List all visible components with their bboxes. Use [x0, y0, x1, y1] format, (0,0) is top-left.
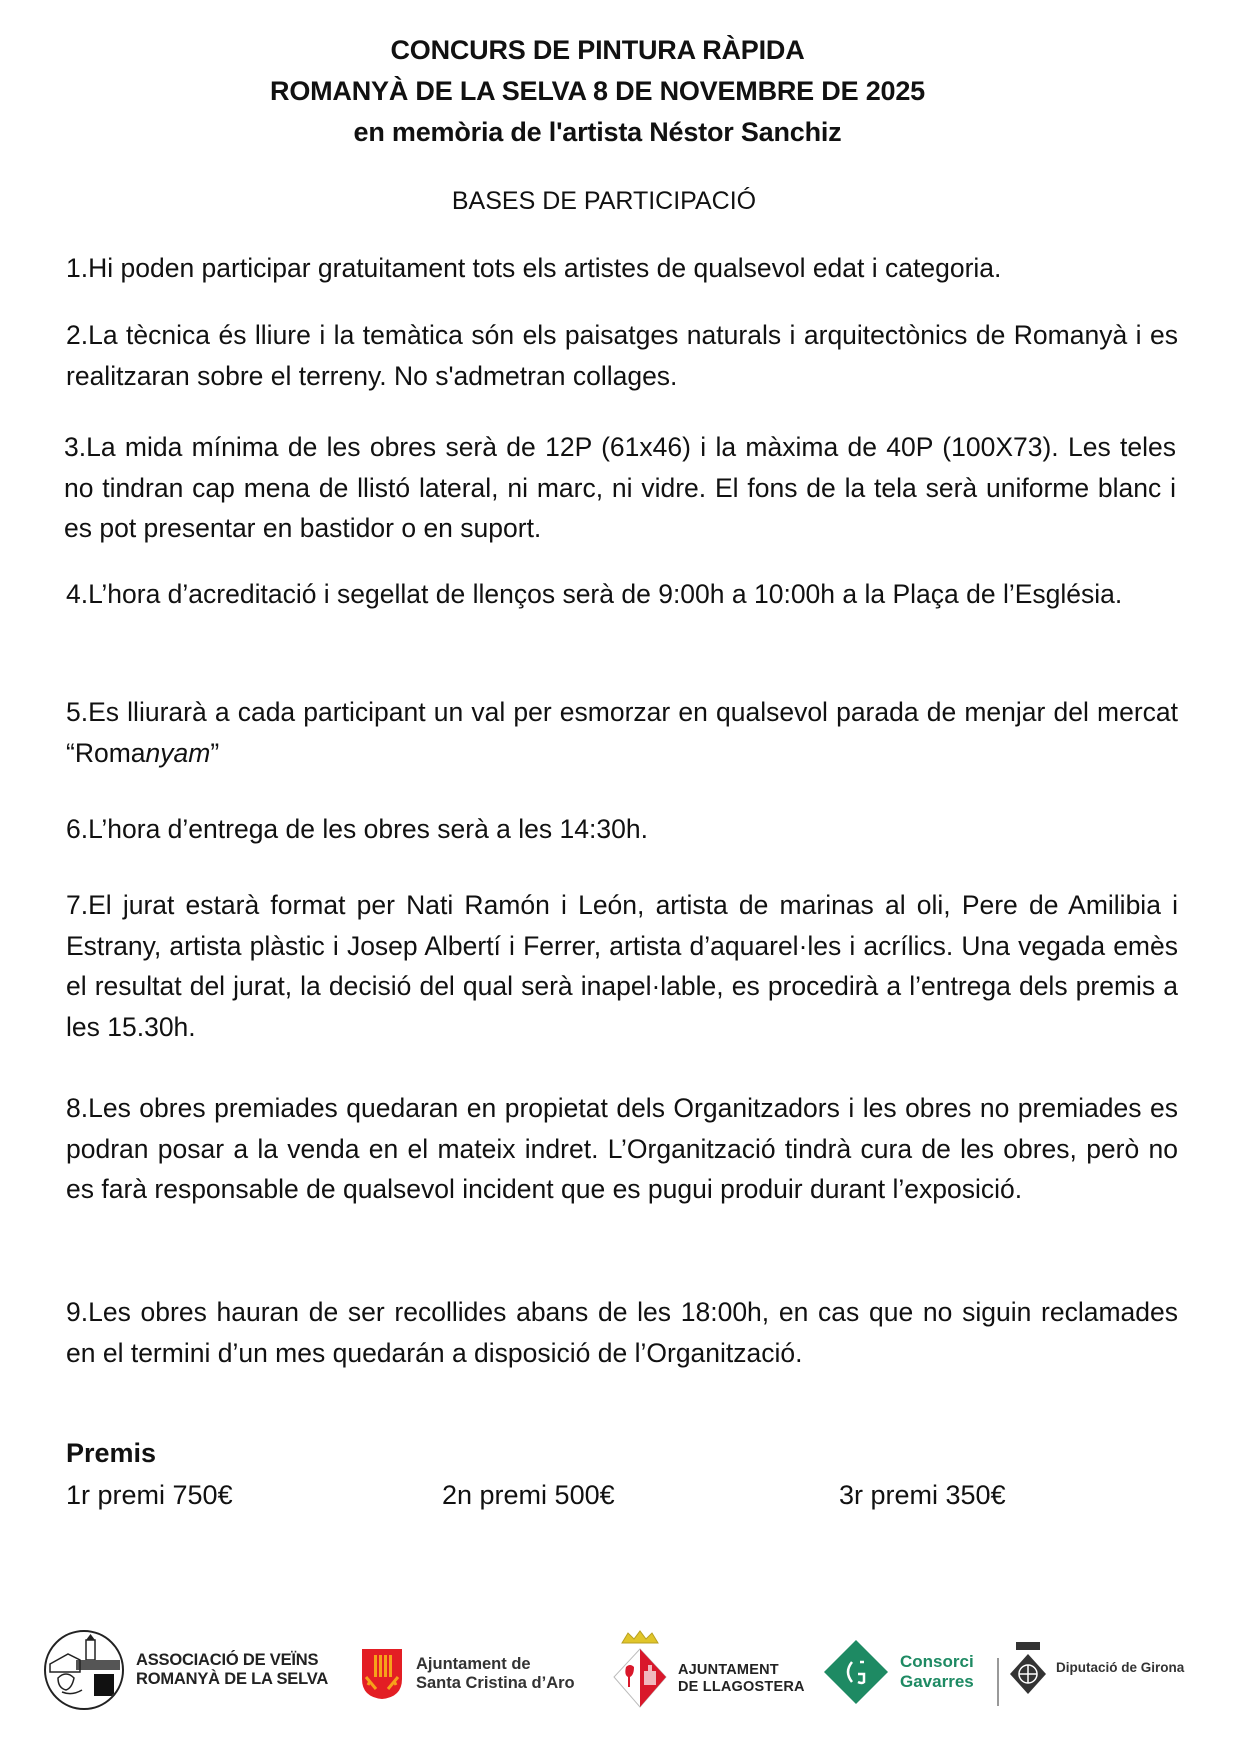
sponsor-logo-associacio-veins — [44, 1630, 328, 1710]
rule-text: 5.Es lliurarà a cada participant un val per esmorzar en qualsevol parada de menjar del mercat “Roma — [66, 697, 1178, 768]
prize-first: 1r premi 750€ — [66, 1480, 233, 1510]
rule-text: ” — [210, 737, 220, 768]
sponsor-name-line1: AJUNTAMENT — [678, 1662, 779, 1679]
santa-cristina-shield-icon — [360, 1647, 404, 1701]
rule-paragraph: 6.L’hora d’entrega de les obres serà a les 14:30h. — [66, 814, 648, 844]
rule-paragraph: 8.Les obres premiades quedaran en propietat dels Organitzadors i les obres no premiades es podran posar a la venda en el mateix indret. L’Organització tindrà cura de les obres, però no es farà responsable de qualsevol incident que es pugui produir durant l’exposició. — [66, 1093, 1178, 1204]
rule-paragraph: 9.Les obres hauran de ser recollides abans de les 18:00h, en cas que no siguin reclamades en el termini d’un mes quedarán a disposició de l’Organització. — [66, 1297, 1178, 1368]
prize-third: 3r premi 350€ — [839, 1480, 1006, 1510]
diputacio-girona-emblem-icon — [1008, 1640, 1048, 1696]
association-emblem-icon — [44, 1630, 124, 1710]
title-line-1: CONCURS DE PINTURA RÀPIDA — [390, 35, 805, 65]
llagostera-shield-icon — [612, 1625, 668, 1711]
title-line-3: en memòria de l'artista Néstor Sanchiz — [353, 117, 842, 147]
sponsor-logo-consorci-gavarres — [822, 1638, 974, 1706]
sponsor-logo-santa-cristina — [360, 1647, 575, 1701]
section-heading: BASES DE PARTICIPACIÓ — [451, 187, 757, 215]
logo-divider — [997, 1658, 999, 1706]
sponsor-name-line2: DE LLAGOSTERA — [678, 1679, 805, 1695]
rule-paragraph: 3.La mida mínima de les obres serà de 12P (61x46) i la màxima de 40P (100X73). Les teles no tindran cap mena de llistó lateral, ni marc, ni vidre. El fons de la tela serà uniforme blanc i es pot presentar en bastidor o en suport. — [64, 432, 1176, 543]
rule-paragraph — [66, 692, 1178, 773]
sponsor-name-line1: Consorci — [900, 1652, 974, 1672]
title-line-2: ROMANYÀ DE LA SELVA 8 DE NOVEMBRE DE 2025 — [270, 76, 925, 106]
sponsor-name-line1: Ajuntament de — [416, 1655, 531, 1674]
sponsor-logo-diputacio-girona — [1008, 1640, 1184, 1696]
sponsor-name-line2: ROMANYÀ DE LA SELVA — [136, 1670, 329, 1688]
sponsor-logo-llagostera — [612, 1625, 805, 1711]
sponsor-name-line1: ASSOCIACIÓ DE VEÏNS — [136, 1651, 319, 1670]
rule-paragraph: 2.La tècnica és lliure i la temàtica són els paisatges naturals i arquitectònics de Romanyà i es realitzaran sobre el terreny. No s'admetran collages. — [66, 320, 1178, 391]
sponsor-name: Diputació de Girona — [1056, 1660, 1185, 1676]
prizes-heading: Premis — [66, 1438, 157, 1468]
rule-paragraph: 4.L’hora d’acreditació i segellat de llenços serà de 9:00h a 10:00h a la Plaça de l’Església. — [66, 579, 1123, 609]
sponsor-name-line2: Santa Cristina d’Aro — [416, 1674, 575, 1692]
rule-text-italic: nyam — [145, 737, 211, 768]
rule-paragraph: 1.Hi poden participar gratuitament tots els artistes de qualsevol edat i categoria. — [66, 253, 1002, 283]
gavarres-diamond-icon — [822, 1638, 890, 1706]
prize-second: 2n premi 500€ — [442, 1480, 615, 1510]
sponsor-name-line2: Gavarres — [900, 1672, 974, 1691]
rule-paragraph: 7.El jurat estarà format per Nati Ramón i León, artista de marinas al oli, Pere de Amilibia i Estrany, artista plàstic i Josep Albertí i Ferrer, artista d’aquarel·les i acrílics. Una vegada emès el resultat del jurat, la decisió del qual serà inapel·lable, es procedirà a l’entrega dels premis a les 15.30h. — [66, 890, 1178, 1042]
